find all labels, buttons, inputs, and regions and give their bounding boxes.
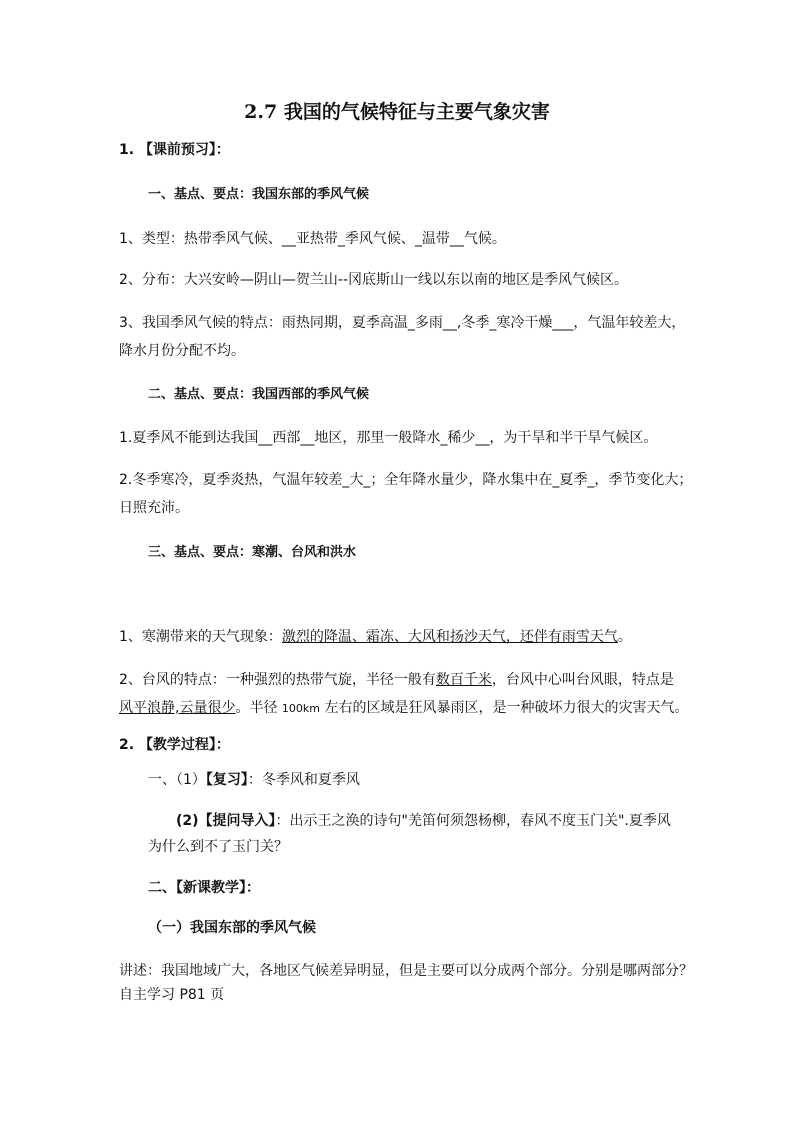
part1-line-features-cont: 降水月份分配不均。 [119,343,245,359]
typhoon-suffix: ，台风中心叫台风眼，特点是 [491,672,674,688]
new-lesson-heading: 二、【新课教学】： [148,880,260,896]
part3-line-typhoon-cont [119,698,688,719]
cold-wave-prefix: 1、寒潮带来的天气现象： [119,629,282,645]
typhoon-radius: 数百千米 [435,672,492,688]
cold-wave-weather: 激烈的降温、霜冻、大风和扬沙天气，还伴有雨雪天气 [281,629,618,645]
part3-heading: 三、基点、要点：寒潮、台风和洪水 [148,545,357,560]
east-monsoon-subheading: （一）我国东部的季风气候 [148,920,316,936]
typhoon-prefix: 2、台风的特点：一种强烈的热带气旋，半径一般有 [119,672,436,688]
question-label: 【提问导入】 [198,813,276,829]
cold-wave-suffix: 。 [617,629,632,645]
typhoon-storm-text: 左右的区域是狂风暴雨区，是一种破坏力很大的灾害天气。 [320,700,689,716]
question-line-cont: 为什么到不了玉门关？ [148,839,288,855]
part1-line-distribution: 2、分布：大兴安岭—阴山—贺兰山--冈底斯山一线以东以南的地区是季风气候区。 [119,272,629,288]
review-text: ：冬季风和夏季风 [247,772,360,788]
question-text: ：出示王之涣的诗句"羌笛何须怨杨柳，春风不度玉门关".夏季风 [275,813,671,829]
part1-line-type: 1、类型：热带季风气候、__亚热带_季风气候、_温带__气候。 [119,231,506,247]
part1-heading: 一、基点、要点：我国东部的季风气候 [148,187,370,202]
part3-line-typhoon [119,670,674,690]
review-number: 一、（1） [148,772,206,788]
document-title: 2.7 我国的气候特征与主要气象灾害 [244,101,550,123]
question-number: (2) [176,813,199,829]
section-heading-teaching: 2. 【教学过程】： [119,737,230,753]
section-heading-preview: 1. 【课前预习】： [119,142,230,158]
part3-line-cold-wave [119,627,632,647]
part2-line-2-cont: 日照充沛。 [119,500,189,516]
part2-heading: 二、基点、要点：我国西部的季风气候 [148,387,370,402]
part2-line-1: 1.夏季风不能到达我国__西部__地区，那里一般降水_稀少__，为干旱和半干旱气候区。 [119,430,658,446]
part2-line-2: 2.冬季寒冷，夏季炎热，气温年较差_大_；全年降水量少，降水集中在_夏季_，季节变化大； [119,472,693,488]
review-label: 【复习】 [205,772,248,788]
self-study-line: 自主学习 P81 页 [119,987,225,1003]
part1-line-features: 3、我国季风气候的特点：雨热同期，夏季高温_多雨__,冬季_寒冷干燥___，气温年较差大， [119,315,686,331]
question-line [176,811,671,831]
typhoon-radius-number: 100km [281,702,320,715]
typhoon-radius-text: 。半径 [235,700,282,716]
lecture-line: 讲述：我国地域广大，各地区气候差异明显，但是主要可以分成两个部分。分别是哪两部分？ [119,963,693,979]
typhoon-eye-features: 风平浪静,云量很少 [119,700,236,716]
review-line [148,770,360,790]
